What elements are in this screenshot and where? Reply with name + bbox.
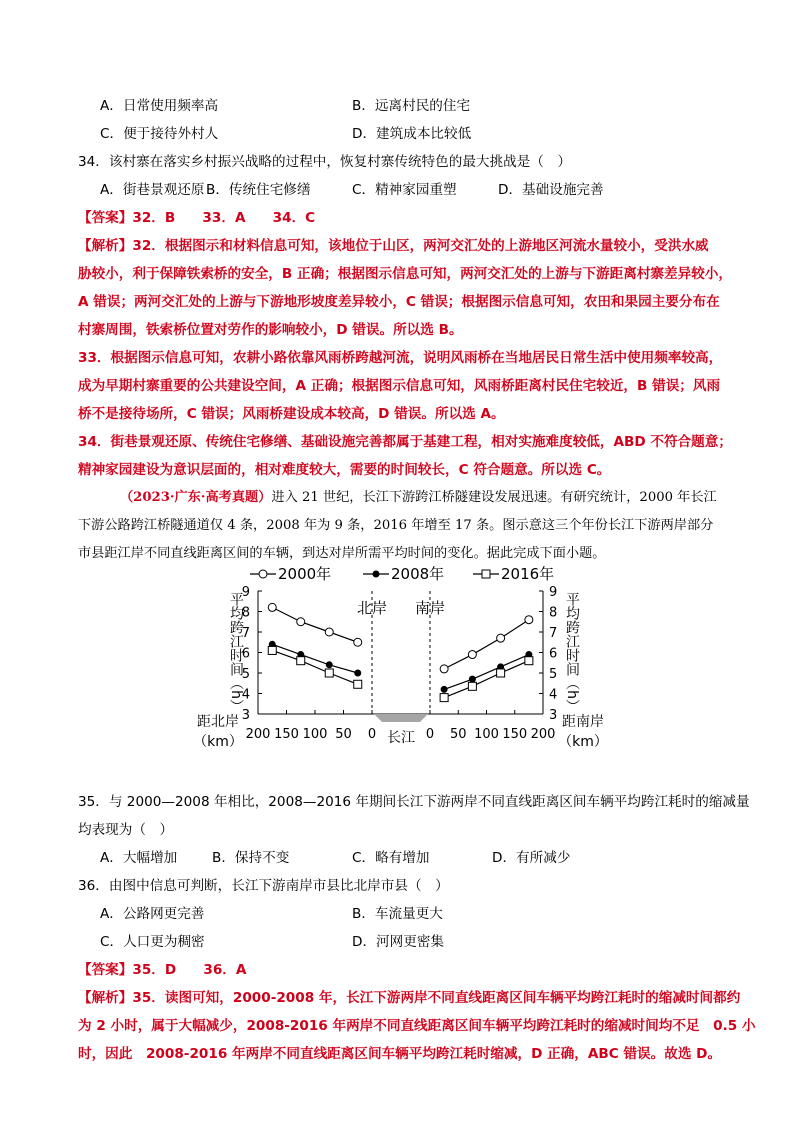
x-tick-label-south: 100 <box>474 727 499 742</box>
question-34-stem: 34．该村寨在落实乡村振兴战略的过程中，恢复村寨传统特色的最大挑战是（ ） <box>78 154 572 170</box>
data-point-south-2-2 <box>497 669 505 677</box>
option-33-d: D．建筑成本比较低 <box>352 126 472 142</box>
x-tick-label-south: 200 <box>530 727 556 742</box>
y-tick-label-right: 4 <box>549 687 558 703</box>
data-point-north-0-3 <box>354 638 362 646</box>
intro-line-3: 市县距江岸不同直线距离区间的车辆，到达对岸所需平均时间的变化。据此完成下面小题。 <box>78 546 606 561</box>
y-tick-label-right: 7 <box>549 626 558 641</box>
y-tick-label-left: 7 <box>241 626 250 641</box>
y-tick-label-left: 3 <box>241 708 250 723</box>
question-35-stem-2: 均表现为（ ） <box>78 822 174 838</box>
y-axis-label-right: 平均跨江时间（h） <box>564 592 580 713</box>
answer-tag: 【答案】 <box>78 210 133 226</box>
option-36-d: D．河网更密集 <box>352 934 445 950</box>
legend-marker <box>259 570 267 578</box>
x-tick-label-south: 50 <box>449 727 467 742</box>
analysis-tag: 【解析】 <box>78 990 133 1006</box>
answer-block-1 <box>78 208 315 228</box>
travel-time-chart <box>190 562 610 762</box>
series-line-north-2 <box>272 650 358 684</box>
y-tick-label-left: 8 <box>241 605 250 621</box>
question-36-stem: 36．由图中信息可判断，长江下游南岸市县比北岸市县（ ） <box>78 878 449 894</box>
river-shape <box>374 714 428 722</box>
x-tick-label-south: 150 <box>502 727 528 742</box>
analysis-line-9: 精神家园建设为意识层面的，相对难度较大，需要的时间较长，C 符合题意。所以选 C。 <box>78 462 611 478</box>
y-tick-label-right: 5 <box>549 667 558 682</box>
legend-label: 2008年 <box>391 565 445 583</box>
answer-text: 32．B 33．A 34．C <box>132 210 316 226</box>
data-point-north-0-1 <box>297 618 305 626</box>
data-point-north-2-3 <box>354 680 362 688</box>
analysis-line-4: 村寨周围，铁索桥位置对劳作的影响较小，D 错误。所以选 B。 <box>78 322 463 338</box>
analysis-line-6: 成为早期村寨重要的公共建设空间，A 正确；根据图示信息可知，风雨桥距离村民住宅较近，B 错误；风雨 <box>78 378 721 394</box>
analysis2-line-2: 为 2 小时，属于大幅减少，2008-2016 年两岸不同直线距离区间车辆平均跨江耗时的缩减时间均不足 0.5 小 <box>78 1018 756 1034</box>
y-tick-label-right: 3 <box>549 708 558 723</box>
y-tick-label-right: 6 <box>549 646 558 662</box>
data-point-north-1-3 <box>355 670 361 676</box>
y-tick-label-left: 6 <box>241 646 250 662</box>
data-point-south-2-0 <box>440 694 448 702</box>
data-point-south-1-0 <box>441 686 447 692</box>
legend-label: 2000年 <box>278 565 332 583</box>
analysis-line-3: A 错误；两河交汇处的上游与下游地形坡度差异较小，C 错误；根据图示信息可知，农田和果园主要分布在 <box>78 294 720 310</box>
data-point-north-0-0 <box>268 603 276 611</box>
series-line-south-1 <box>444 655 529 690</box>
option-35-b: B．保持不变 <box>212 850 290 866</box>
option-35-a: A．大幅增加 <box>100 850 178 866</box>
x-tick-label-south: 0 <box>425 727 435 742</box>
analysis-line-5: 33．根据图示信息可知，农耕小路依靠风雨桥跨越河流，说明风雨桥在当地居民日常生活中使用频率较高， <box>78 350 723 366</box>
data-point-south-2-3 <box>525 657 533 665</box>
y-tick-label-left: 4 <box>241 687 250 703</box>
x-axis-label-south: 距南岸（km） <box>558 714 608 750</box>
data-point-north-2-1 <box>297 657 305 665</box>
y-tick-label-left: 5 <box>241 667 250 682</box>
x-axis-label-north: 距北岸（km） <box>193 714 243 750</box>
option-36-a: A．公路网更完善 <box>100 906 205 922</box>
option-35-d: D．有所减少 <box>492 850 571 866</box>
y-axis-label-left: 平均跨江时间（h） <box>228 592 244 713</box>
x-tick-label-north: 150 <box>274 727 299 742</box>
data-point-north-0-2 <box>325 628 333 636</box>
data-point-south-0-2 <box>497 634 505 642</box>
answer-tag: 【答案】 <box>78 962 133 978</box>
data-point-north-1-2 <box>326 662 332 668</box>
series-line-north-0 <box>272 607 358 642</box>
option-34-b: B．传统住宅修缮 <box>206 182 311 198</box>
data-point-south-2-1 <box>468 682 476 690</box>
intro-line-2: 下游公路跨江桥隧通道仅 4 条，2008 年为 9 条，2016 年增至 17 条。图示意这三个年份长江下游两岸部分 <box>78 518 714 533</box>
legend-marker <box>373 571 379 577</box>
y-tick-label-right: 8 <box>549 605 558 621</box>
analysis2-line-3: 时，因此 2008-2016 年两岸不同直线距离区间车辆平均跨江耗时缩减，D 正确，ABC 错误。故选 D。 <box>78 1046 722 1062</box>
series-line-south-2 <box>444 661 529 698</box>
x-tick-label-north: 0 <box>367 727 377 742</box>
option-33-b: B．远离村民的住宅 <box>352 98 471 114</box>
analysis-line-8: 34．街巷景观还原、传统住宅修缮、基础设施完善都属于基建工程，相对实施难度较低，ABD 不符合题意； <box>78 434 732 450</box>
option-36-b: B．车流量更大 <box>352 906 443 922</box>
y-tick-label-right: 9 <box>549 585 558 600</box>
x-tick-label-north: 50 <box>335 727 352 742</box>
series-line-north-1 <box>272 644 358 673</box>
analysis-tag: 【解析】 <box>78 238 133 254</box>
source-label: （2023·广东·高考真题） <box>120 490 272 505</box>
analysis-line-7: 桥不是接待场所，C 错误；风雨桥建设成本较高，D 错误。所以选 A。 <box>78 406 505 422</box>
x-tick-label-north: 200 <box>245 727 271 742</box>
question-35-stem-1: 35．与 2000—2008 年相比，2008—2016 年期间长江下游两岸不同直线距离区间车辆平均跨江耗时的缩减量 <box>78 794 750 810</box>
x-tick-label-north: 100 <box>302 727 328 742</box>
data-point-south-1-1 <box>469 676 475 682</box>
data-point-south-0-1 <box>468 651 476 659</box>
option-35-c: C．略有增加 <box>352 850 430 866</box>
legend-label: 2016年 <box>501 565 555 583</box>
option-34-c: C．精神家园重塑 <box>352 182 457 198</box>
y-tick-label-left: 9 <box>241 585 250 600</box>
south-shore-label: 南岸 <box>414 599 446 617</box>
analysis-line-1: 【解析】32．根据图示和材料信息可知，该地位于山区，两河交汇处的上游地区河流水量较小，受洪水威 <box>78 238 709 254</box>
river-label: 长江 <box>387 730 415 746</box>
data-point-south-0-0 <box>440 665 448 673</box>
data-point-north-2-2 <box>325 669 333 677</box>
option-33-c: C．便于接待外村人 <box>100 126 219 142</box>
legend-marker <box>482 570 490 578</box>
answer-block-2 <box>78 960 246 980</box>
data-point-south-0-3 <box>525 616 533 624</box>
intro-line-1: （2023·广东·高考真题）进入 21 世纪，长江下游跨江桥隧建设发展迅速。有研究统计，2000 年长江 <box>120 490 717 505</box>
data-point-north-2-0 <box>268 646 276 654</box>
answer-text: 35．D 36．A <box>132 962 247 978</box>
option-34-a: A．街巷景观还原 <box>100 182 205 198</box>
north-shore-label: 北岸 <box>356 599 388 617</box>
series-line-south-0 <box>444 620 529 669</box>
option-36-c: C．人口更为稠密 <box>100 934 205 950</box>
analysis-line-2: 胁较小，利于保障铁索桥的安全，B 正确；根据图示信息可知，两河交汇处的上游与下游距离村寨差异较小， <box>78 266 732 282</box>
option-34-d: D．基础设施完善 <box>498 182 604 198</box>
option-33-a: A．日常使用频率高 <box>100 98 219 114</box>
analysis2-line-1: 【解析】35．读图可知，2000-2008 年，长江下游两岸不同直线距离区间车辆平均跨江耗时的缩减时间都约 <box>78 990 741 1006</box>
